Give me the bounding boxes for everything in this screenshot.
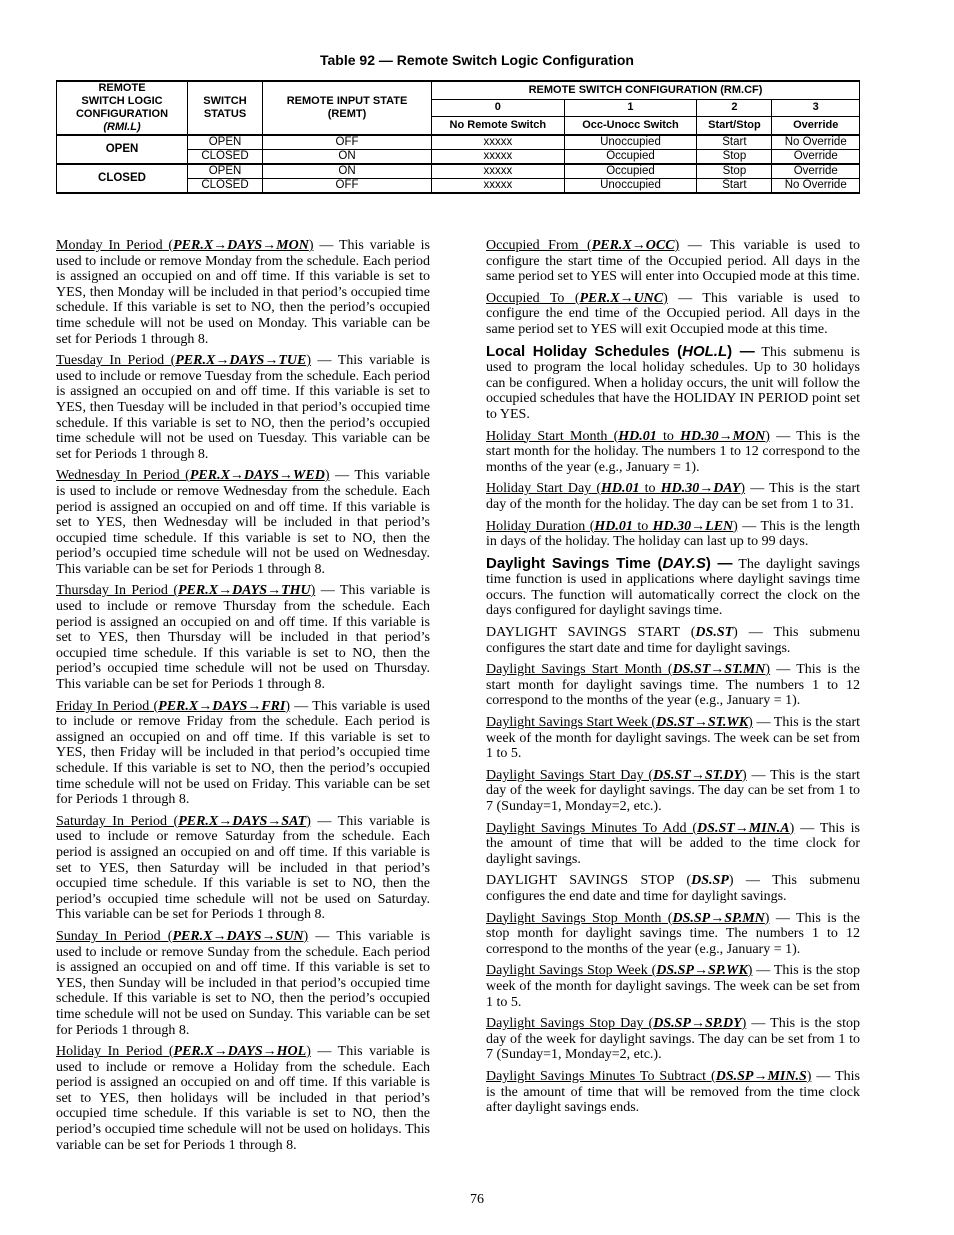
left-column bbox=[56, 238, 430, 1159]
paragraph-occupied-from: Occupied From (PER.X→OCC) — This variable is used to configure the start time of the Occupied period. All days in the same period set to YES will enter into Occupied mode at this time. bbox=[486, 238, 860, 285]
paragraph-dst-start-week: Daylight Savings Start Week (DS.ST→ST.WK) — This is the start week of the month for daylight savings. The week can be set from 1 to 5. bbox=[486, 715, 860, 762]
header-num: 0 bbox=[432, 99, 565, 117]
page-number: 76 bbox=[470, 1192, 484, 1207]
paragraph-holiday: Holiday In Period (PER.X→DAYS→HOL) — This variable is used to include or remove a Holiday from the schedule. Each period is assigned an occupied on and off time. If this variable is set to YES, then holidays will be included in that period’s occupied time schedule. If this variable is set to NO, then the period’s occupied time schedule will not be used on holidays. This variable can be set for Periods 1 through 8. bbox=[56, 1044, 431, 1153]
paragraph-saturday: Saturday In Period (PER.X→DAYS→SAT) — This variable is used to include or remove Saturday from the schedule. Each period is assigned an occupied on and off time. If this variable is set to YES, then Saturday will be included in that period’s occupied time schedule. If this variable is set to NO, then the period’s occupied time schedule will not be used on Saturday. This variable can be set for Periods 1 through 8. bbox=[56, 813, 431, 923]
paragraph-dst-stop-day: Daylight Savings Stop Day (DS.SP→SP.DY) — This is the stop day of the week for daylight savings. The day can be set from 1 to 7 (Sunday=1, Monday=2, etc.). bbox=[486, 1016, 860, 1063]
table-row: CLOSED OFF xxxxx Unoccupied Start No Override bbox=[57, 179, 860, 194]
paragraph-friday: Friday In Period (PER.X→DAYS→FRI) — This variable is used to include or remove Friday from the schedule. Each period is assigned an occupied on and off time. If this variable is set to YES, then Friday will be included in that period’s occupied time schedule. If this variable is set to NO, then the period’s occupied time schedule will not be used on Friday. This variable can be set for Periods 1 through 8. bbox=[56, 698, 431, 808]
paragraph-dst-stop-month: Daylight Savings Stop Month (DS.SP→SP.MN) — This is the stop month for daylight savings time. The numbers 1 to 12 correspond to the months of the year (e.g., January = 1). bbox=[486, 910, 860, 957]
paragraph-thursday: Thursday In Period (PER.X→DAYS→THU) — This variable is used to include or remove Thursday from the schedule. Each period is assigned an occupied on and off time. If this variable is set to YES, then Thursday will be included in that period’s occupied time schedule. If this variable is set to NO, then the period’s occupied time schedule will not be used on Thursday. This variable can be set for Periods 1 through 8. bbox=[56, 583, 431, 693]
header-input: REMOTE INPUT STATE (REMT) bbox=[263, 81, 432, 135]
right-column bbox=[486, 238, 860, 1122]
paragraph-dst-minutes-add: Daylight Savings Minutes To Add (DS.ST→MIN.A) — This is the amount of time that will be added to the time clock for daylight savings. bbox=[486, 820, 860, 867]
header-config: REMOTE SWITCH CONFIGURATION (RM.CF) bbox=[432, 81, 860, 99]
header-num: 2 bbox=[697, 99, 772, 117]
paragraph-dst-stop-week: Daylight Savings Stop Week (DS.SP→SP.WK) — This is the stop week of the month for daylight savings. The week can be set from 1 to 5. bbox=[486, 963, 860, 1010]
section-daylight-savings: Daylight Savings Time (DAY.S) — The daylight savings time function is used in applications where daylight savings time occurs. The function will automatically correct the clock on the days configured for daylight savings time. bbox=[486, 554, 860, 619]
header-num: 1 bbox=[564, 99, 697, 117]
table-row: CLOSED ON xxxxx Occupied Stop Override bbox=[57, 150, 860, 165]
header-logic: REMOTE SWITCH LOGIC CONFIGURATION (RMI.L) bbox=[57, 81, 188, 135]
paragraph-dst-stop: DAYLIGHT SAVINGS STOP (DS.SP) — This submenu configures the end date and time for daylight savings. bbox=[486, 873, 860, 904]
paragraph-dst-start-day: Daylight Savings Start Day (DS.ST→ST.DY) — This is the start day of the week for daylight savings. The day can be set from 1 to 7 (Sunday=1, Monday=2, etc.). bbox=[486, 767, 861, 814]
paragraph-sunday: Sunday In Period (PER.X→DAYS→SUN) — This variable is used to include or remove Sunday from the schedule. Each period is assigned an occupied on and off time. If this variable is set to YES, then Sunday will be included in that period’s occupied time schedule. If this variable is set to NO, then the period’s occupied time schedule will not be used on Sunday. This variable can be set for Periods 1 through 8. bbox=[56, 928, 431, 1038]
paragraph-wednesday: Wednesday In Period (PER.X→DAYS→WED) — This variable is used to include or remove Wednesday from the schedule. Each period is assigned an occupied on and off time. If this variable is set to YES, then Wednesday will be included in that period’s occupied time schedule. If this variable is set to NO, then the period’s occupied time schedule will not be used on Wednesday. This variable can be set for Periods 1 through 8. bbox=[56, 468, 430, 577]
paragraph-holiday-start-month: Holiday Start Month (HD.01 to HD.30→MON) — This is the start month for the holiday. The numbers 1 to 12 correspond to the months of the year (e.g., January = 1). bbox=[486, 428, 860, 475]
header-status: SWITCH STATUS bbox=[188, 81, 263, 135]
paragraph-dst-start: DAYLIGHT SAVINGS START (DS.ST) — This submenu configures the start date and time for daylight savings. bbox=[486, 625, 860, 656]
paragraph-holiday-start-day: Holiday Start Day (HD.01 to HD.30→DAY) — This is the start day of the month for the holiday. The day can be set from 1 to 31. bbox=[486, 481, 861, 512]
paragraph-holiday-duration: Holiday Duration (HD.01 to HD.30→LEN) — This is the length in days of the holiday. The holiday can last up to 99 days. bbox=[486, 518, 861, 550]
paragraph-tuesday: Tuesday In Period (PER.X→DAYS→TUE) — This variable is used to include or remove Tuesday from the schedule. Each period is assigned an occupied on and off time. If this variable is set to YES, then Tuesday will be included in that period’s occupied time schedule. If this variable is set to NO, then the period’s occupied time schedule will not be used on Tuesday. This variable can be set for Periods 1 through 8. bbox=[56, 353, 430, 462]
header-name: Override bbox=[772, 117, 860, 135]
paragraph-monday: Monday In Period (PER.X→DAYS→MON) — This variable is used to include or remove Monday from the schedule. Each period is assigned an occupied on and off time. If this variable is set to YES, then Monday will be included in that period’s occupied time schedule. If this variable is set to NO, then the period’s occupied time schedule will not be used on Monday. This variable can be set for Periods 1 through 8. bbox=[56, 238, 430, 347]
table-caption: Table 92 — Remote Switch Logic Configuration bbox=[320, 52, 634, 68]
header-name: Occ-Unocc Switch bbox=[564, 117, 697, 135]
paragraph-occupied-to: Occupied To (PER.X→UNC) — This variable is used to configure the end time of the Occupied period. All days in the same period set to YES will exit Occupied mode at this time. bbox=[486, 290, 860, 337]
section-holiday-schedules: Local Holiday Schedules (HOL.L) — This submenu is used to program the local holiday schedules. Up to 30 holidays can be configured. When a holiday occurs, the unit will follow the occupied schedules that have the HOLIDAY IN PERIOD point set to YES. bbox=[486, 342, 861, 422]
table-row: CLOSED OPEN ON xxxxx Occupied Stop Override bbox=[57, 164, 860, 179]
header-name: Start/Stop bbox=[697, 117, 772, 135]
remote-switch-table bbox=[56, 80, 860, 194]
paragraph-dst-minutes-subtract: Daylight Savings Minutes To Subtract (DS.SP→MIN.S) — This is the amount of time that will be removed from the time clock after daylight savings ends. bbox=[486, 1068, 860, 1116]
table-row: OPEN OPEN OFF xxxxx Unoccupied Start No Override bbox=[57, 135, 860, 150]
paragraph-dst-start-month: Daylight Savings Start Month (DS.ST→ST.MN) — This is the start month for daylight savings time. The numbers 1 to 12 correspond to the months of the year (e.g., January = 1). bbox=[486, 662, 860, 709]
header-name: No Remote Switch bbox=[432, 117, 565, 135]
header-num: 3 bbox=[772, 99, 860, 117]
